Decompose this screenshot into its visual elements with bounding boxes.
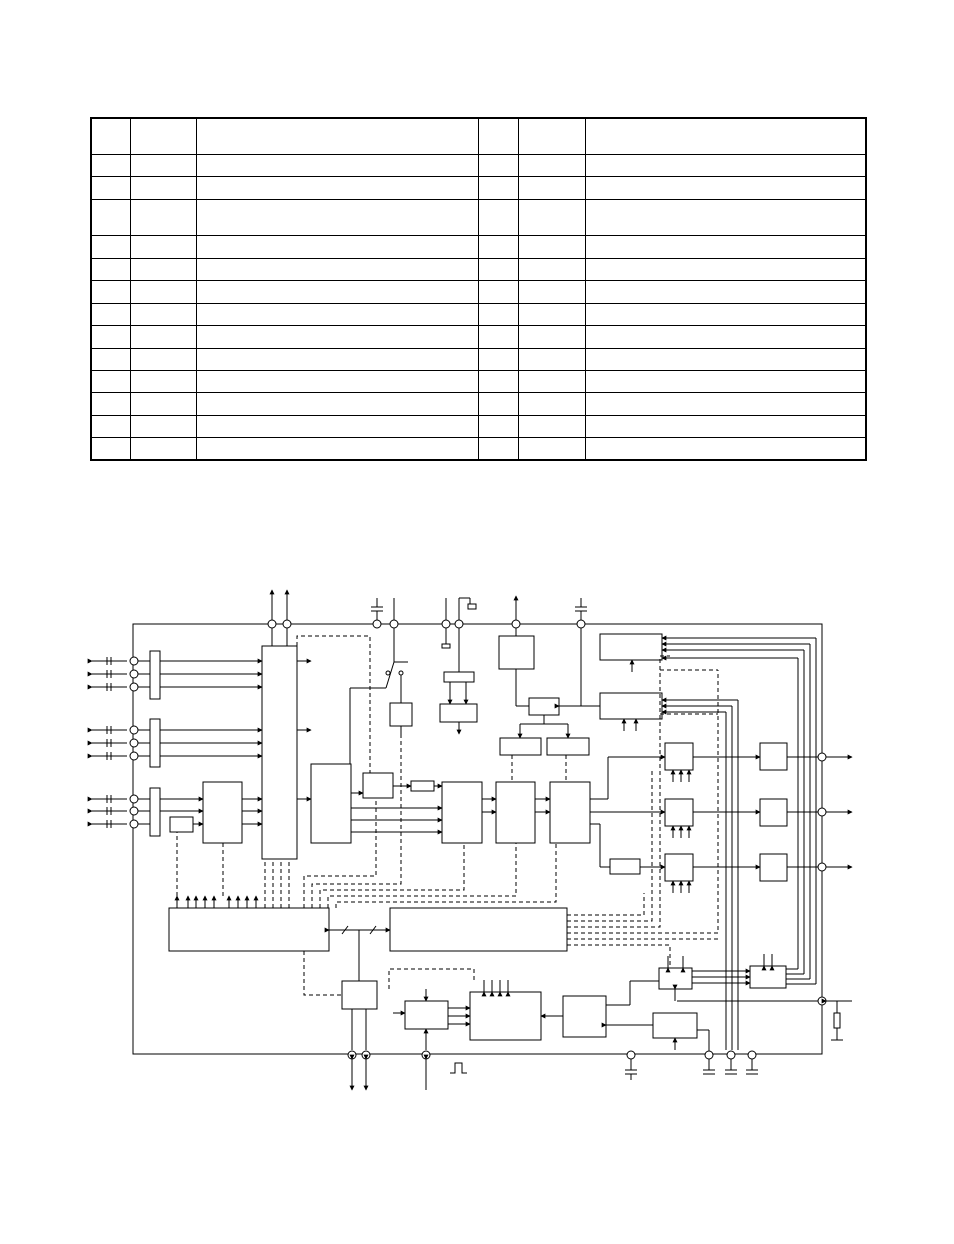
table-cell [196, 303, 478, 325]
pin-terminal [130, 807, 138, 815]
input-selector-2 [150, 719, 160, 767]
table-cell [518, 118, 585, 154]
table-cell [91, 392, 130, 415]
table-row [91, 370, 866, 392]
table-cell [196, 370, 478, 392]
table-cell [585, 235, 866, 258]
table-cell [196, 392, 478, 415]
table-row [91, 118, 866, 154]
table-cell [478, 199, 518, 235]
pin-terminal [373, 620, 381, 628]
pin-terminal [130, 670, 138, 678]
processing-block-1 [311, 764, 351, 843]
adc-block [405, 1001, 448, 1029]
table-row [91, 280, 866, 303]
table-cell [585, 199, 866, 235]
output-amp-1 [665, 743, 693, 770]
table-cell [130, 118, 196, 154]
processing-block-4 [550, 782, 590, 843]
table-cell [478, 370, 518, 392]
table-row [91, 348, 866, 370]
pin-terminal [390, 620, 398, 628]
table-cell [196, 325, 478, 348]
pin-terminal [818, 753, 826, 761]
table-cell [91, 118, 130, 154]
table-cell [585, 118, 866, 154]
table-cell [585, 348, 866, 370]
table-cell [91, 235, 130, 258]
table-cell [196, 199, 478, 235]
table-cell [518, 370, 585, 392]
pin-table-body [91, 118, 866, 460]
table-cell [91, 415, 130, 437]
main-selector-block [262, 646, 297, 859]
table-cell [91, 280, 130, 303]
oscillator-block [444, 672, 474, 682]
table-row [91, 258, 866, 280]
logic-control-block [390, 908, 567, 951]
table-cell [518, 258, 585, 280]
table-cell [130, 370, 196, 392]
output-channel-3 [590, 824, 852, 893]
table-cell [130, 154, 196, 176]
output-channel-1 [590, 743, 852, 799]
dsp-block [470, 992, 541, 1040]
control-block-2 [600, 693, 662, 719]
switch-block [363, 773, 393, 798]
table-row [91, 199, 866, 235]
table-row [91, 392, 866, 415]
table-row [91, 154, 866, 176]
table-row [91, 235, 866, 258]
pin-terminal [130, 739, 138, 747]
pin-terminal [748, 1051, 756, 1059]
table-cell [478, 325, 518, 348]
pin-terminal [818, 808, 826, 816]
table-cell [518, 303, 585, 325]
table-row [91, 415, 866, 437]
control-register-block [169, 908, 329, 951]
table-cell [196, 258, 478, 280]
small-block-a [170, 817, 193, 832]
input-block-b [203, 782, 242, 843]
table-cell [585, 392, 866, 415]
pin-terminal [130, 726, 138, 734]
pin-terminal [268, 620, 276, 628]
table-cell [130, 348, 196, 370]
table-cell [91, 348, 130, 370]
table-cell [478, 235, 518, 258]
table-cell [478, 118, 518, 154]
control-block-1 [600, 634, 662, 660]
pin-terminal [705, 1051, 713, 1059]
small-block-j [653, 1013, 697, 1038]
interface-block [342, 981, 377, 1009]
pin-terminal [442, 620, 450, 628]
small-block-c [411, 781, 434, 791]
divider-block [440, 704, 477, 722]
pin-terminal [422, 1051, 430, 1059]
pin-terminal [577, 620, 585, 628]
small-block-d [390, 703, 412, 726]
table-cell [196, 348, 478, 370]
table-cell [478, 392, 518, 415]
table-cell [585, 370, 866, 392]
table-cell [478, 303, 518, 325]
table-cell [130, 280, 196, 303]
table-cell [196, 118, 478, 154]
table-cell [585, 154, 866, 176]
table-cell [518, 280, 585, 303]
resistor-icon [834, 1013, 840, 1028]
table-row [91, 325, 866, 348]
table-cell [585, 280, 866, 303]
pin-terminal [130, 795, 138, 803]
output-driver-1 [760, 743, 787, 770]
table-row [91, 303, 866, 325]
table-cell [518, 154, 585, 176]
table-cell [518, 392, 585, 415]
output-amp-3 [665, 854, 693, 881]
table-cell [130, 437, 196, 460]
table-cell [518, 348, 585, 370]
output-amp-2 [665, 799, 693, 826]
table-row [91, 176, 866, 199]
small-block-h [547, 738, 589, 755]
table-cell [196, 154, 478, 176]
table-cell [196, 176, 478, 199]
table-cell [518, 415, 585, 437]
small-block-g [500, 738, 541, 755]
table-cell [518, 235, 585, 258]
output-driver-2 [760, 799, 787, 826]
table-cell [585, 176, 866, 199]
pin-terminal [727, 1051, 735, 1059]
table-cell [130, 199, 196, 235]
table-cell [130, 176, 196, 199]
table-cell [91, 176, 130, 199]
table-cell [91, 258, 130, 280]
crystal-icon [468, 604, 476, 609]
pin-terminal [283, 620, 291, 628]
table-cell [518, 199, 585, 235]
table-cell [478, 258, 518, 280]
table-cell [91, 303, 130, 325]
small-block-f [529, 698, 559, 715]
reference-block [499, 636, 534, 669]
pin-terminal [348, 1051, 356, 1059]
table-cell [196, 415, 478, 437]
table-row [91, 437, 866, 460]
table-cell [478, 348, 518, 370]
pin-terminal [130, 752, 138, 760]
table-cell [518, 176, 585, 199]
table-cell [130, 392, 196, 415]
table-cell [130, 415, 196, 437]
small-block-l [750, 966, 786, 988]
output-channel-2 [590, 799, 852, 838]
processing-block-2 [442, 782, 482, 843]
input-selector-1 [150, 651, 160, 699]
table-cell [585, 415, 866, 437]
pin-terminal [818, 997, 826, 1005]
small-block-k [659, 968, 692, 989]
table-cell [478, 154, 518, 176]
table-cell [585, 258, 866, 280]
table-cell [478, 415, 518, 437]
table-cell [130, 303, 196, 325]
pin-terminal [512, 620, 520, 628]
timing-block [563, 996, 606, 1037]
pin-terminal [362, 1051, 370, 1059]
input-group-1 [92, 651, 262, 699]
table-cell [91, 325, 130, 348]
small-block-e [442, 644, 450, 648]
table-cell [196, 437, 478, 460]
pin-terminal [130, 657, 138, 665]
processing-block-3 [496, 782, 535, 843]
small-block-i [610, 859, 640, 874]
pin-terminal [627, 1051, 635, 1059]
table-cell [196, 280, 478, 303]
pin-terminal [130, 683, 138, 691]
block-diagram [0, 570, 954, 1100]
input-group-2 [92, 719, 262, 767]
table-cell [91, 199, 130, 235]
table-cell [478, 280, 518, 303]
input-selector-3 [150, 788, 160, 836]
table-cell [518, 325, 585, 348]
table-cell [585, 325, 866, 348]
table-cell [585, 303, 866, 325]
table-cell [518, 437, 585, 460]
table-cell [478, 176, 518, 199]
table-cell [196, 235, 478, 258]
ic-outline [133, 624, 822, 1054]
table-cell [130, 325, 196, 348]
input-group-3 [92, 782, 262, 843]
table-cell [478, 437, 518, 460]
pulse-icon [450, 1063, 467, 1073]
table-cell [91, 437, 130, 460]
pin-terminal [818, 863, 826, 871]
pin-terminal [455, 620, 463, 628]
table-cell [91, 154, 130, 176]
table-cell [130, 258, 196, 280]
output-driver-3 [760, 854, 787, 881]
table-cell [130, 235, 196, 258]
pin-description-table [90, 117, 867, 461]
pin-terminal [130, 820, 138, 828]
table-cell [91, 370, 130, 392]
table-cell [585, 437, 866, 460]
